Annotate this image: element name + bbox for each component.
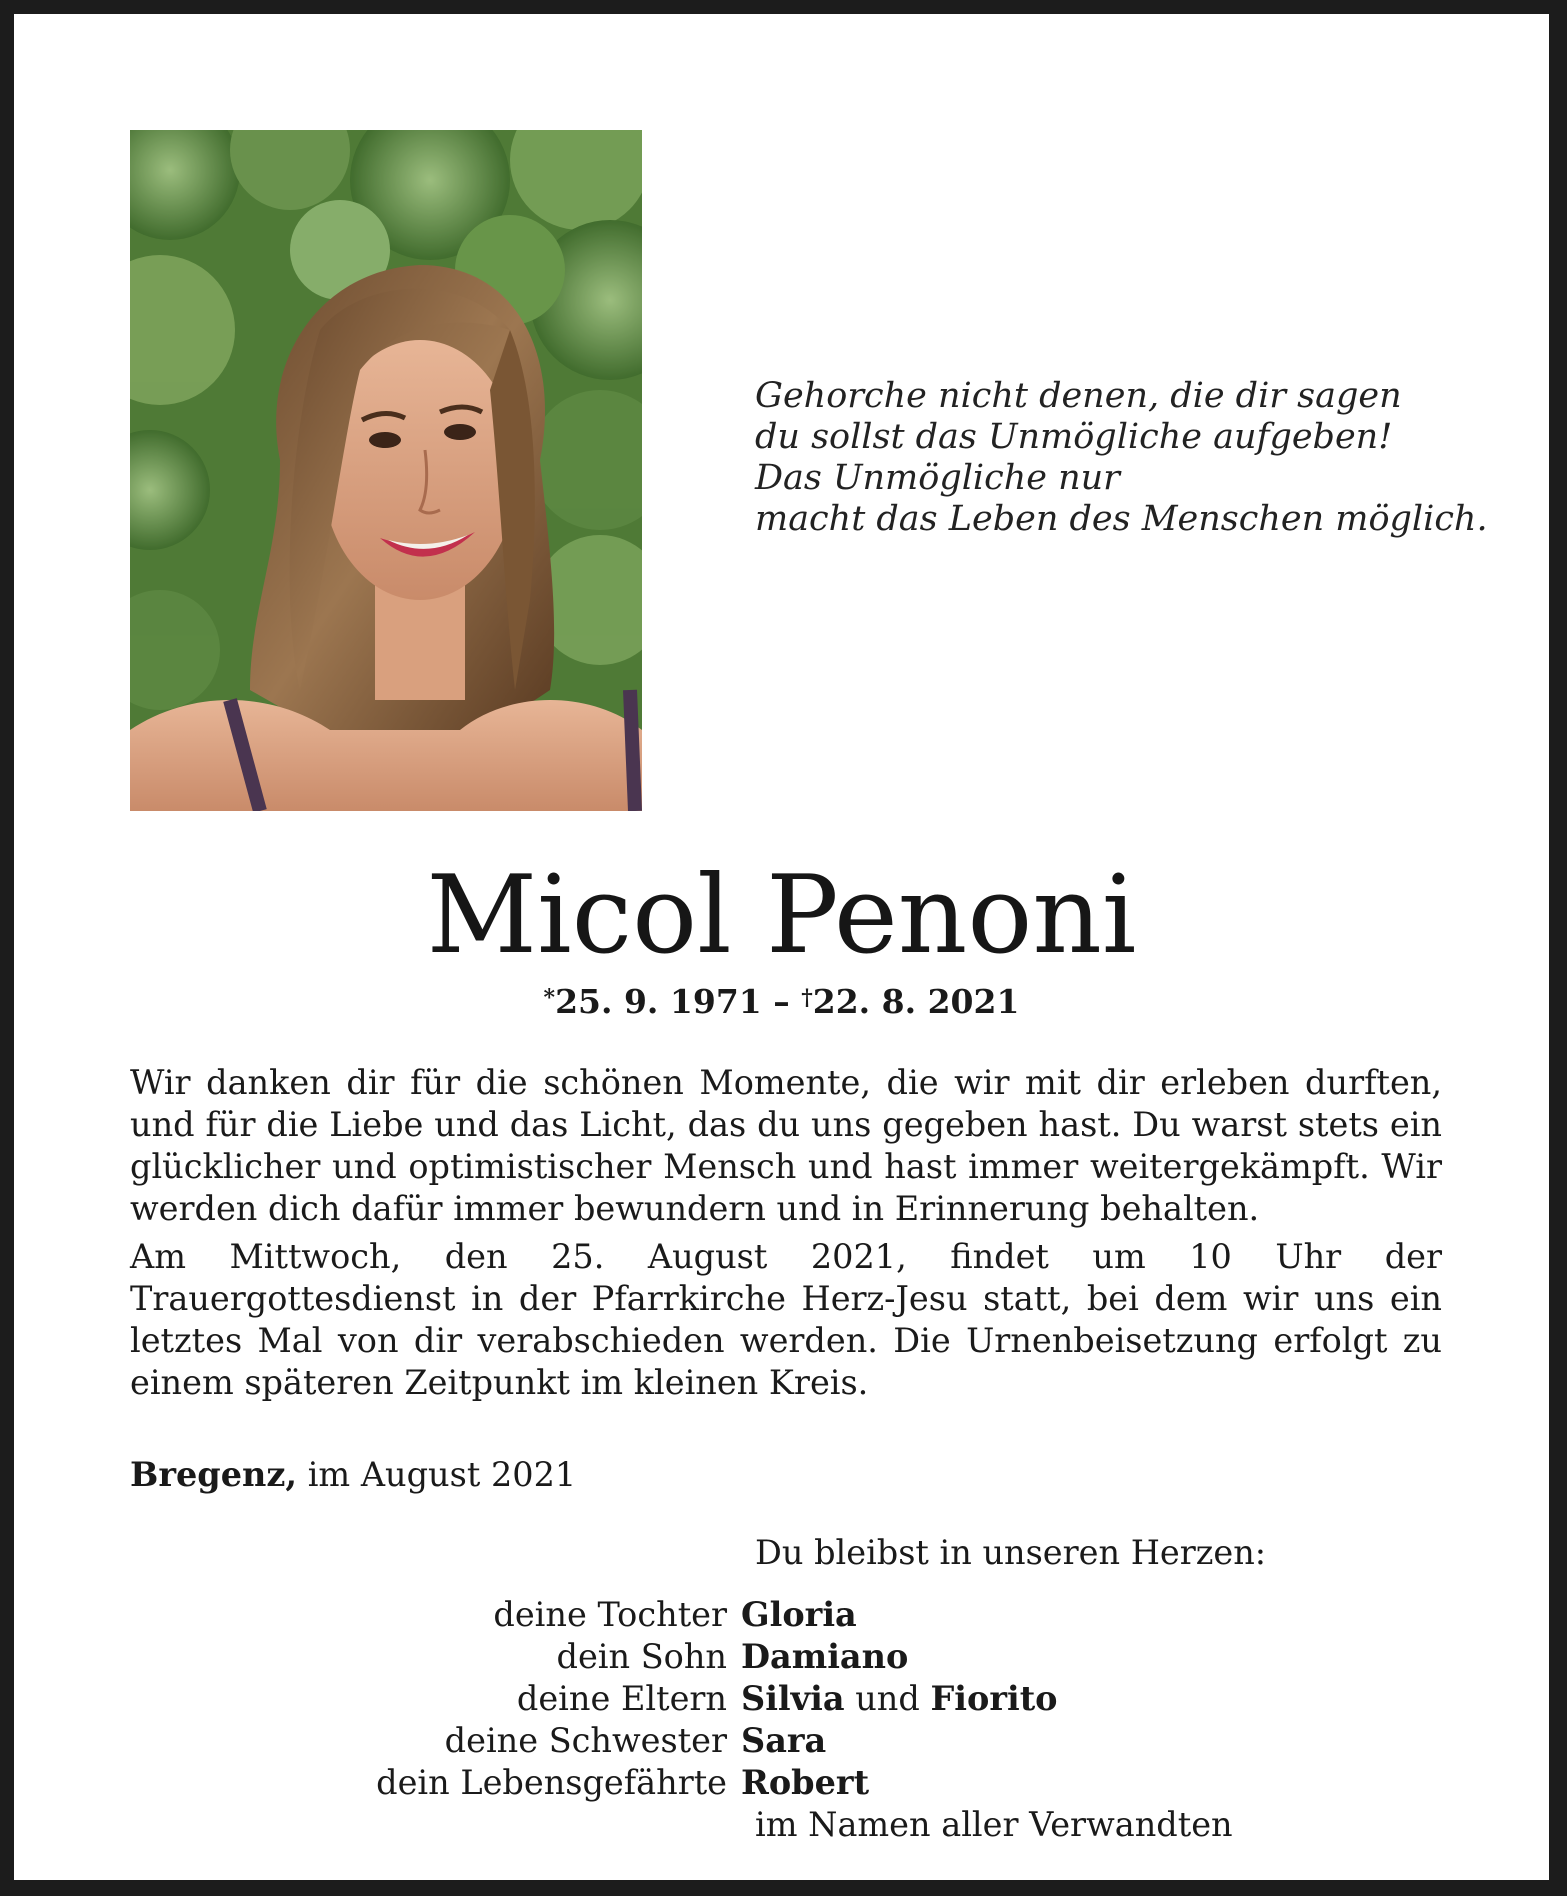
memorial-quote: [755, 376, 1488, 540]
mourner-row: [130, 1678, 1530, 1720]
mourner-name: Silvia: [741, 1679, 845, 1718]
relation-label: dein Sohn: [556, 1637, 727, 1676]
mourners-list: [130, 1594, 1530, 1846]
birth-date: 25. 9. 1971: [555, 982, 762, 1021]
place-city: Bregenz,: [130, 1455, 298, 1494]
relation-label: dein Lebensgefährte: [376, 1763, 727, 1802]
mourner-row: [130, 1762, 1530, 1804]
quote-line: du sollst das Unmögliche aufgeben!: [755, 417, 1393, 457]
life-dates: [14, 982, 1549, 1022]
service-paragraph: Am Mittwoch, den 25. August 2021, findet um 10 Uhr der Trauergottesdienst in der Pfarrkirche Herz-Jesu statt, bei dem wir uns ein letztes Mal von dir verabschieden werden. Die Urnenbeisetzung erfolgt zu einem späteren Zeitpunkt im kleinen Kreis.: [130, 1237, 1442, 1402]
death-date: 22. 8. 2021: [812, 982, 1020, 1021]
mourner-name: Damiano: [741, 1637, 909, 1676]
portrait-photo: [130, 130, 642, 811]
death-symbol: †: [801, 985, 813, 1011]
mourner-row: [130, 1636, 1530, 1678]
mourner-name: Robert: [741, 1763, 870, 1802]
mourner-name: Gloria: [741, 1595, 857, 1634]
place-date: im August 2021: [307, 1455, 577, 1494]
quote-line: Das Unmögliche nur: [755, 458, 1120, 498]
mourner-name: Fiorito: [930, 1679, 1058, 1718]
place-and-date: [130, 1454, 576, 1496]
mourner-row: [130, 1720, 1530, 1762]
quote-line: Gehorche nicht denen, die dir sagen: [755, 376, 1402, 416]
portrait-photo-icon: [130, 130, 642, 811]
mourners-heading: Du bleibst in unseren Herzen:: [755, 1533, 1267, 1572]
birth-symbol: *: [543, 985, 556, 1011]
obituary-text: [130, 1062, 1442, 1410]
thanks-paragraph: Wir danken dir für die schönen Momente, die wir mit dir erleben durften, und für die Liebe und das Licht, das du uns gegeben hast. Du warst stets ein glücklicher und optimistischer Mensch und hast immer weitergekämpft. Wir werden dich dafür immer bewundern und in Erinnerung behalten.: [130, 1063, 1442, 1228]
relation-label: deine Schwester: [444, 1721, 727, 1760]
quote-line: macht das Leben des Menschen möglich.: [755, 499, 1488, 539]
deceased-name: Micol Penoni: [426, 853, 1137, 978]
date-dash: –: [761, 982, 802, 1021]
relation-label: deine Tochter: [493, 1595, 727, 1634]
obituary-page: [14, 14, 1549, 1880]
relation-label: deine Eltern: [516, 1679, 727, 1718]
closing-line: im Namen aller Verwandten: [755, 1805, 1233, 1844]
mourner-row: [130, 1594, 1530, 1636]
name-connector: und: [855, 1679, 920, 1718]
mourner-name: Sara: [741, 1721, 827, 1760]
